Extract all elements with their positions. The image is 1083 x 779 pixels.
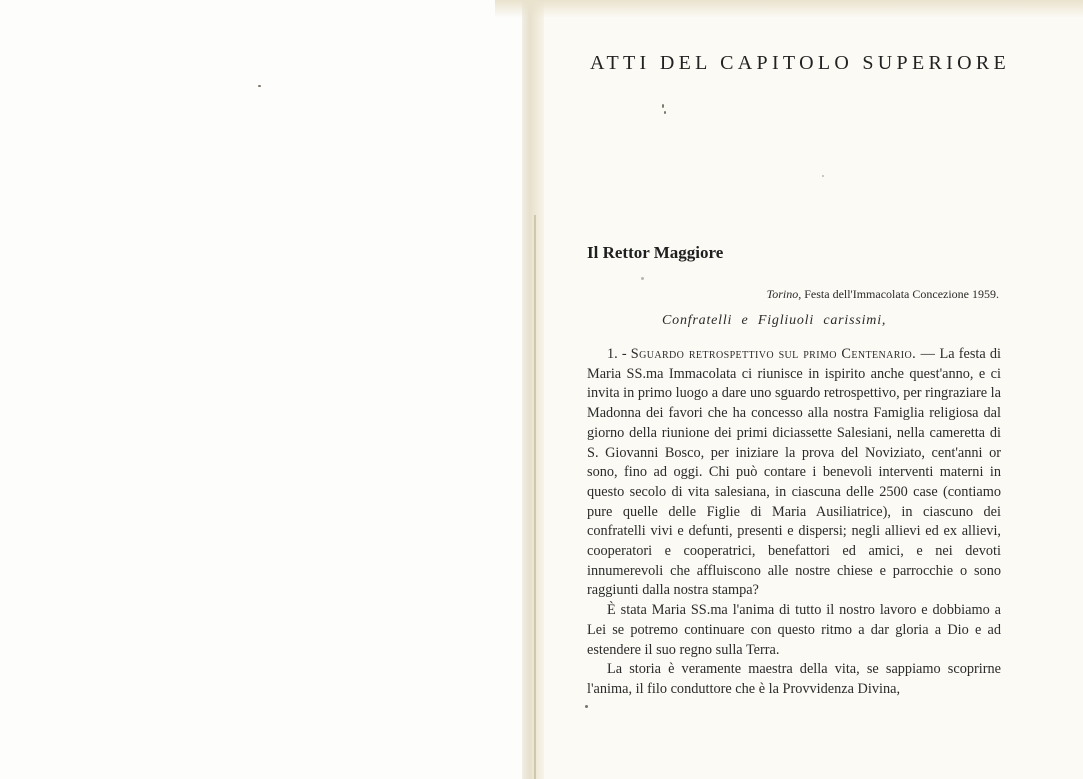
dateline-text: Festa dell'Immacolata Concezione 1959. — [804, 287, 999, 301]
section-title: Il Rettor Maggiore — [587, 243, 724, 262]
dateline-place: Torino, — [766, 287, 802, 301]
paragraph-heading: Sguardo retrospettivo sul primo Centenario. — — [630, 346, 936, 362]
print-speck — [585, 705, 588, 708]
print-speck — [664, 111, 666, 114]
paragraph-2: È stata Maria SS.ma l'anima di tutto il nostro lavoro e dobbiamo a Lei se potremo continuare con questo ritmo a dar gloria a Dio e ad estendere il suo regno sulla Terra. — [587, 602, 1001, 658]
page-edge-shadow — [534, 215, 536, 779]
book-gutter — [522, 0, 544, 779]
print-speck — [641, 277, 644, 280]
running-header: ATTI DEL CAPITOLO SUPERIORE — [590, 52, 1010, 74]
letter-body — [587, 345, 1001, 700]
print-speck — [822, 175, 824, 177]
dateline — [587, 287, 999, 302]
print-speck — [662, 104, 664, 108]
top-edge-stain — [495, 0, 1083, 18]
left-page-blank — [0, 0, 522, 779]
paragraph-1 — [587, 345, 1001, 601]
paragraph-1-text: La festa di Maria SS.ma Immacolata ci riunisce in ispirito anche quest'anno, e ci invita in primo luogo a dare uno sguardo retrospettivo, per ringraziare la Madonna dei favori che ha concesso alla nostra Famiglia religiosa dal giorno della riunione dei primi diciassette Salesiani, nella cameretta di S. Giovanni Bosco, per iniziare la prova del Noviziato, cent'anni or sono, fino ad oggi. Chi può contare i benevoli interventi materni in questo secolo di vita salesiana, in ciascuna delle 2500 case (contiamo pure quelle delle Figlie di Maria Ausiliatrice), in ciascuno dei confratelli vivi e defunti, presenti e dispersi; negli allievi ed ex allievi, cooperatori e cooperatrici, benefattori ed amici, e nei devoti innumerevoli che affluiscono alle nostre chiese e parrocchie o sono raggiunti dalla nostra stampa? — [587, 346, 1001, 599]
print-speck — [258, 85, 261, 87]
paragraph-3: La storia è veramente maestra della vita, se sappiamo scoprirne l'anima, il filo conduttore che è la Provvidenza Divina, — [587, 661, 1001, 697]
paragraph-number: 1. - — [607, 346, 627, 362]
salutation: Confratelli e Figliuoli carissimi, — [662, 313, 887, 328]
